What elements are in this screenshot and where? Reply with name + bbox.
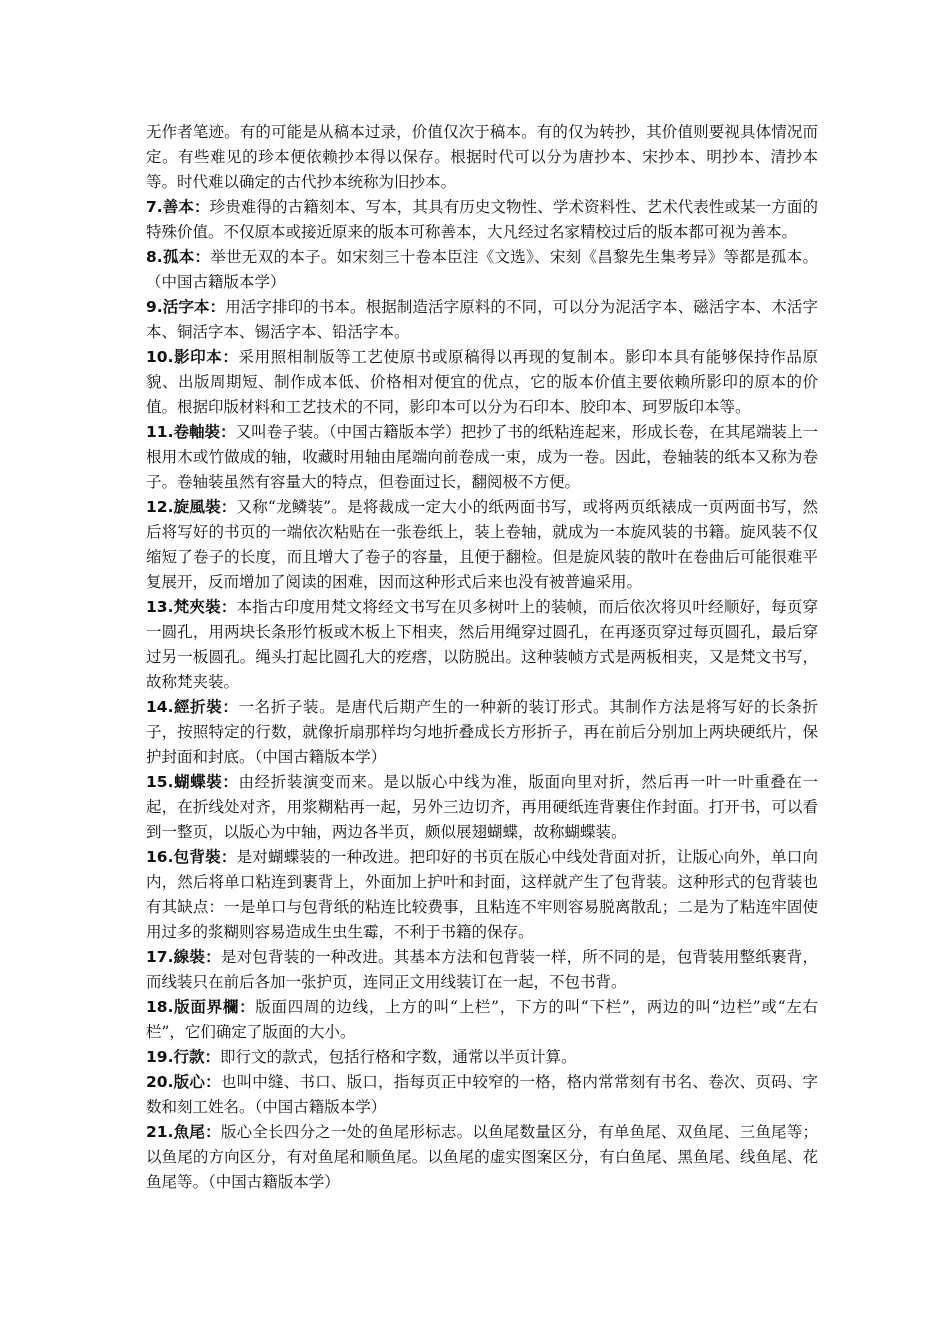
entry-text: 珍贵难得的古籍刻本、写本，其具有历史文物性、学术资料性、艺术代表性或某一方面的特殊价值。不仅原本或接近原来的版本可称善本，大凡经过名家精校过后的版本都可视为善本。 [146, 198, 818, 241]
entry-term: 12.旋風裝： [146, 498, 237, 516]
entry-huozi [146, 295, 818, 345]
entry-text: 本指古印度用梵文将经文书写在贝多树叶上的装帧，而后依次将贝叶经顺好，每页穿一圆孔，用两块长条形竹板或木板上下相夹，然后用绳穿过圆孔，在再逐页穿过每页圆孔，最后穿过另一板圆孔。绳头打起比圆孔大的疙瘩，以防脱出。这种装帧方式是两板相夹，又是梵文书写，故称梵夹装。 [146, 598, 818, 691]
entry-term: 9.活字本： [146, 298, 226, 316]
entry-term: 15.蝴蝶裝： [146, 773, 239, 791]
entry-text: 是对包背装的一种改进。其基本方法和包背装一样，所不同的是，包背装用整纸裹背，而线装只在前后各加一张护页，连同正文用线装订在一起，不包书背。 [146, 948, 818, 991]
entry-term: 16.包背裝： [146, 848, 237, 866]
entry-juanzhou [146, 420, 818, 495]
entry-shanben [146, 195, 818, 245]
entry-baobei [146, 845, 818, 945]
entry-term: 21.魚尾： [146, 1123, 221, 1141]
entry-term: 8.孤本： [146, 248, 211, 266]
entry-xuanfeng [146, 495, 818, 595]
entry-term: 13.梵夾裝： [146, 598, 237, 616]
entry-text: 即行文的款式，包括行格和字数，通常以半页计算。 [219, 1048, 577, 1066]
entry-text: 举世无双的本子。如宋刻三十卷本臣注《文选》、宋刻《昌黎先生集考异》等都是孤本。（中国古籍版本学） [146, 248, 818, 291]
entry-text: 一名折子装。是唐代后期产生的一种新的装订形式。其制作方法是将写好的长条折子，按照特定的行数，就像折扇那样均匀地折叠成长方形折子，再在前后分别加上两块硬纸片，保护封面和封底。（中国古籍版本学） [146, 698, 818, 766]
entry-yingyin [146, 345, 818, 420]
entry-term: 7.善本： [146, 198, 210, 216]
intro-paragraph: 无作者笔迹。有的可能是从稿本过录，价值仅次于稿本。有的仅为转抄，其价值则要视具体情况而定。有些难见的珍本便依赖抄本得以保存。根据时代可以分为唐抄本、宋抄本、明抄本、清抄本等。时代难以确定的古代抄本统称为旧抄本。 [146, 123, 818, 191]
entry-text: 也叫中缝、书口、版口，指每页正中较窄的一格，格内常常刻有书名、卷次、页码、字数和刻工姓名。（中国古籍版本学） [146, 1073, 818, 1116]
entry-fanjia [146, 595, 818, 695]
entry-term: 14.經折裝： [146, 698, 239, 716]
entry-hangkuan [146, 1045, 818, 1070]
entry-term: 11.卷軸裝： [146, 423, 236, 441]
document-page [146, 120, 818, 1195]
entry-text: 由经折装演变而来。是以版心中线为准，版面向里对折，然后再一叶一叶重叠在一起，在折线处对齐，用浆糊粘再一起，另外三边切齐，再用硬纸连背裹住作封面。打开书，可以看到一整页，以版心为中轴，两边各半页，颇似展翅蝴蝶，故称蝴蝶装。 [146, 773, 818, 841]
entry-text: 版心全长四分之一处的鱼尾形标志。以鱼尾数量区分，有单鱼尾、双鱼尾、三鱼尾等；以鱼尾的方向区分，有对鱼尾和顺鱼尾。以鱼尾的虚实图案区分，有白鱼尾、黑鱼尾、线鱼尾、花鱼尾等。（中国古籍版本学） [146, 1123, 818, 1191]
entry-text: 版面四周的边线，上方的叫“上栏”，下方的叫“下栏”，两边的叫“边栏”或“左右栏”，它们确定了版面的大小。 [146, 998, 818, 1041]
entry-banxin [146, 1070, 818, 1120]
entry-text: 是对蝴蝶装的一种改进。把印好的书页在版心中线处背面对折，让版心向外，单口向内，然后将单口粘连到裹背上，外面加上护叶和封面，这样就产生了包背装。这种形式的包背装也有其缺点：一是单口与包背纸的粘连比较费事，且粘连不牢则容易脱离散乱；二是为了粘连牢固使用过多的浆糊则容易造成生虫生霉，不利于书籍的保存。 [146, 848, 818, 941]
entry-jingzhe [146, 695, 818, 770]
entry-text: 用活字排印的书本。根据制造活字原料的不同，可以分为泥活字本、磁活字本、木活字本、铜活字本、锡活字本、铅活字本。 [146, 298, 818, 341]
entry-term: 10.影印本： [146, 348, 239, 366]
entry-term: 17.線裝： [146, 948, 221, 966]
entry-guben [146, 245, 818, 295]
entry-term: 18.版面界欄： [146, 998, 256, 1016]
entry-yuwei [146, 1120, 818, 1195]
entry-text: 又称“龙鳞装”。是将裁成一定大小的纸两面书写，或将两页纸裱成一页两面书写，然后将写好的书页的一端依次粘贴在一张卷纸上，装上卷轴，就成为一本旋风装的书籍。旋风装不仅缩短了卷子的长度，而且增大了卷子的容量，且便于翻检。但是旋风装的散叶在卷曲后可能很难平复展开，反而增加了阅读的困难，因而这种形式后来也没有被普遍采用。 [146, 498, 818, 591]
entry-term: 20.版心： [146, 1073, 221, 1091]
entry-jielan [146, 995, 818, 1045]
entry-term: 19.行款： [146, 1048, 220, 1066]
entry-text: 又叫卷子装。（中国古籍版本学）把抄了书的纸粘连起来，形成长卷，在其尾端装上一根用木或竹做成的轴，收藏时用轴由尾端向前卷成一束，成为一卷。因此，卷轴装的纸本又称为卷子。卷轴装虽然有容量大的特点，但卷面过长，翻阅极不方便。 [146, 423, 818, 491]
entry-text: 采用照相制版等工艺使原书或原稿得以再现的复制本。影印本具有能够保持作品原貌、出版周期短、制作成本低、价格相对便宜的优点，它的版本价值主要依赖所影印的原本的价值。根据印版材料和工艺技术的不同，影印本可以分为石印本、胶印本、珂罗版印本等。 [146, 348, 818, 416]
entry-hudie [146, 770, 818, 845]
entry-xianzhuang [146, 945, 818, 995]
